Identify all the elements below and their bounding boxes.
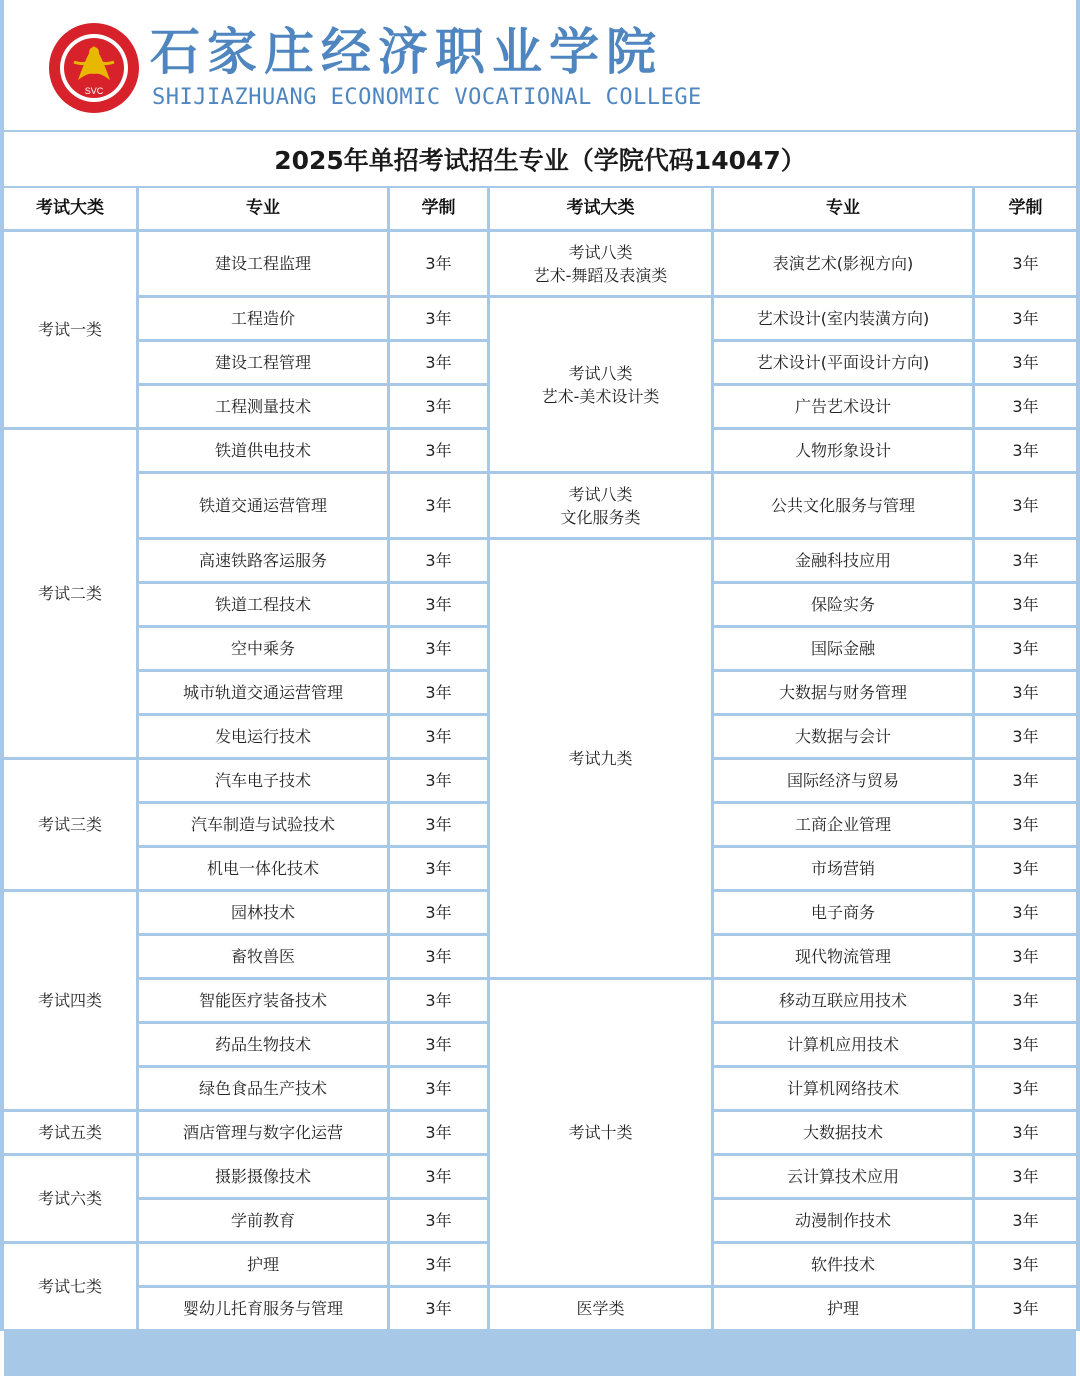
duration-cell: 3年 <box>390 892 490 936</box>
major-cell: 国际金融 <box>714 628 975 672</box>
duration-cell: 3年 <box>975 936 1076 980</box>
duration-cell: 3年 <box>390 628 490 672</box>
college-name-cn: 石家庄经济职业学院 <box>150 22 663 81</box>
duration-cell: 3年 <box>390 804 490 848</box>
major-cell: 软件技术 <box>714 1244 975 1288</box>
major-cell: 电子商务 <box>714 892 975 936</box>
duration-cell: 3年 <box>975 298 1076 342</box>
major-cell: 公共文化服务与管理 <box>714 474 975 540</box>
major-cell: 护理 <box>714 1288 975 1332</box>
duration-cell: 3年 <box>390 1288 490 1332</box>
major-cell: 建设工程监理 <box>139 232 390 298</box>
major-cell: 学前教育 <box>139 1200 390 1244</box>
major-cell: 广告艺术设计 <box>714 386 975 430</box>
major-cell: 机电一体化技术 <box>139 848 390 892</box>
duration-cell: 3年 <box>975 848 1076 892</box>
major-cell: 计算机应用技术 <box>714 1024 975 1068</box>
duration-cell: 3年 <box>975 1288 1076 1332</box>
duration-cell: 3年 <box>975 232 1076 298</box>
category-cell: 考试四类 <box>4 892 139 1112</box>
duration-cell: 3年 <box>390 474 490 540</box>
col-header-duration: 学制 <box>390 188 490 232</box>
category-cell: 医学类 <box>490 1288 714 1332</box>
college-name-en: SHIJIAZHUANG ECONOMIC VOCATIONAL COLLEGE <box>152 85 702 110</box>
major-cell: 动漫制作技术 <box>714 1200 975 1244</box>
category-cell: 考试十类 <box>490 980 714 1288</box>
category-cell: 考试一类 <box>4 232 139 430</box>
majors-table <box>4 186 1076 1376</box>
major-cell: 现代物流管理 <box>714 936 975 980</box>
duration-cell: 3年 <box>390 716 490 760</box>
duration-cell: 3年 <box>975 342 1076 386</box>
duration-cell: 3年 <box>390 342 490 386</box>
category-cell: 考试九类 <box>490 540 714 980</box>
major-cell: 艺术设计(平面设计方向) <box>714 342 975 386</box>
major-cell: 酒店管理与数字化运营 <box>139 1112 390 1156</box>
major-cell: 建设工程管理 <box>139 342 390 386</box>
category-cell: 考试八类 艺术-舞蹈及表演类 <box>490 232 714 298</box>
major-cell: 艺术设计(室内装潢方向) <box>714 298 975 342</box>
svg-text:SVC: SVC <box>84 86 104 96</box>
duration-cell: 3年 <box>975 1244 1076 1288</box>
major-cell: 国际经济与贸易 <box>714 760 975 804</box>
major-cell: 保险实务 <box>714 584 975 628</box>
college-header <box>4 0 1076 130</box>
major-cell: 铁道工程技术 <box>139 584 390 628</box>
major-cell: 工程测量技术 <box>139 386 390 430</box>
duration-cell: 3年 <box>975 1024 1076 1068</box>
duration-cell: 3年 <box>975 760 1076 804</box>
duration-cell: 3年 <box>390 1112 490 1156</box>
major-cell: 绿色食品生产技术 <box>139 1068 390 1112</box>
category-cell: 考试八类 艺术-美术设计类 <box>490 298 714 474</box>
major-cell: 汽车电子技术 <box>139 760 390 804</box>
col-header-category: 考试大类 <box>4 188 139 232</box>
category-cell: 考试五类 <box>4 1112 139 1156</box>
duration-cell: 3年 <box>975 804 1076 848</box>
duration-cell: 3年 <box>975 474 1076 540</box>
major-cell: 畜牧兽医 <box>139 936 390 980</box>
major-cell: 园林技术 <box>139 892 390 936</box>
duration-cell: 3年 <box>390 1200 490 1244</box>
category-cell: 考试六类 <box>4 1156 139 1244</box>
duration-cell: 3年 <box>390 386 490 430</box>
duration-cell: 3年 <box>975 1200 1076 1244</box>
duration-cell: 3年 <box>975 1068 1076 1112</box>
duration-cell: 3年 <box>975 1112 1076 1156</box>
major-cell: 铁道交通运营管理 <box>139 474 390 540</box>
duration-cell: 3年 <box>975 672 1076 716</box>
major-cell: 人物形象设计 <box>714 430 975 474</box>
duration-cell: 3年 <box>390 1068 490 1112</box>
major-cell: 摄影摄像技术 <box>139 1156 390 1200</box>
major-cell: 汽车制造与试验技术 <box>139 804 390 848</box>
major-cell: 铁道供电技术 <box>139 430 390 474</box>
duration-cell: 3年 <box>975 540 1076 584</box>
col-header-duration-2: 学制 <box>975 188 1076 232</box>
duration-cell: 3年 <box>390 540 490 584</box>
duration-cell: 3年 <box>390 760 490 804</box>
category-cell: 考试八类 文化服务类 <box>490 474 714 540</box>
page-title: 2025年单招考试招生专业（学院代码14047） <box>4 130 1076 186</box>
category-cell: 考试七类 <box>4 1244 139 1332</box>
duration-cell: 3年 <box>975 980 1076 1024</box>
major-cell: 高速铁路客运服务 <box>139 540 390 584</box>
major-cell: 护理 <box>139 1244 390 1288</box>
col-header-major-2: 专业 <box>714 188 975 232</box>
duration-cell: 3年 <box>390 584 490 628</box>
major-cell: 大数据与会计 <box>714 716 975 760</box>
duration-cell: 3年 <box>975 430 1076 474</box>
major-cell: 婴幼儿托育服务与管理 <box>139 1288 390 1332</box>
major-cell: 大数据技术 <box>714 1112 975 1156</box>
duration-cell: 3年 <box>390 1024 490 1068</box>
major-cell: 城市轨道交通运营管理 <box>139 672 390 716</box>
duration-cell: 3年 <box>390 980 490 1024</box>
category-cell: 考试三类 <box>4 760 139 892</box>
duration-cell: 3年 <box>390 848 490 892</box>
major-cell: 市场营销 <box>714 848 975 892</box>
major-cell: 表演艺术(影视方向) <box>714 232 975 298</box>
col-header-category-2: 考试大类 <box>490 188 714 232</box>
col-header-major: 专业 <box>139 188 390 232</box>
major-cell: 金融科技应用 <box>714 540 975 584</box>
duration-cell: 3年 <box>975 1156 1076 1200</box>
duration-cell: 3年 <box>975 584 1076 628</box>
major-cell: 空中乘务 <box>139 628 390 672</box>
major-cell: 发电运行技术 <box>139 716 390 760</box>
duration-cell: 3年 <box>390 430 490 474</box>
duration-cell: 3年 <box>390 232 490 298</box>
major-cell: 工程造价 <box>139 298 390 342</box>
major-cell: 智能医疗装备技术 <box>139 980 390 1024</box>
duration-cell: 3年 <box>390 1244 490 1288</box>
major-cell: 计算机网络技术 <box>714 1068 975 1112</box>
duration-cell: 3年 <box>975 716 1076 760</box>
duration-cell: 3年 <box>975 386 1076 430</box>
duration-cell: 3年 <box>390 672 490 716</box>
duration-cell: 3年 <box>390 298 490 342</box>
major-cell: 药品生物技术 <box>139 1024 390 1068</box>
duration-cell: 3年 <box>390 1156 490 1200</box>
duration-cell: 3年 <box>975 628 1076 672</box>
category-cell: 考试二类 <box>4 430 139 760</box>
college-logo-icon <box>48 22 140 114</box>
duration-cell: 3年 <box>975 892 1076 936</box>
major-cell: 云计算技术应用 <box>714 1156 975 1200</box>
major-cell: 移动互联应用技术 <box>714 980 975 1024</box>
major-cell: 工商企业管理 <box>714 804 975 848</box>
major-cell: 大数据与财务管理 <box>714 672 975 716</box>
duration-cell: 3年 <box>390 936 490 980</box>
